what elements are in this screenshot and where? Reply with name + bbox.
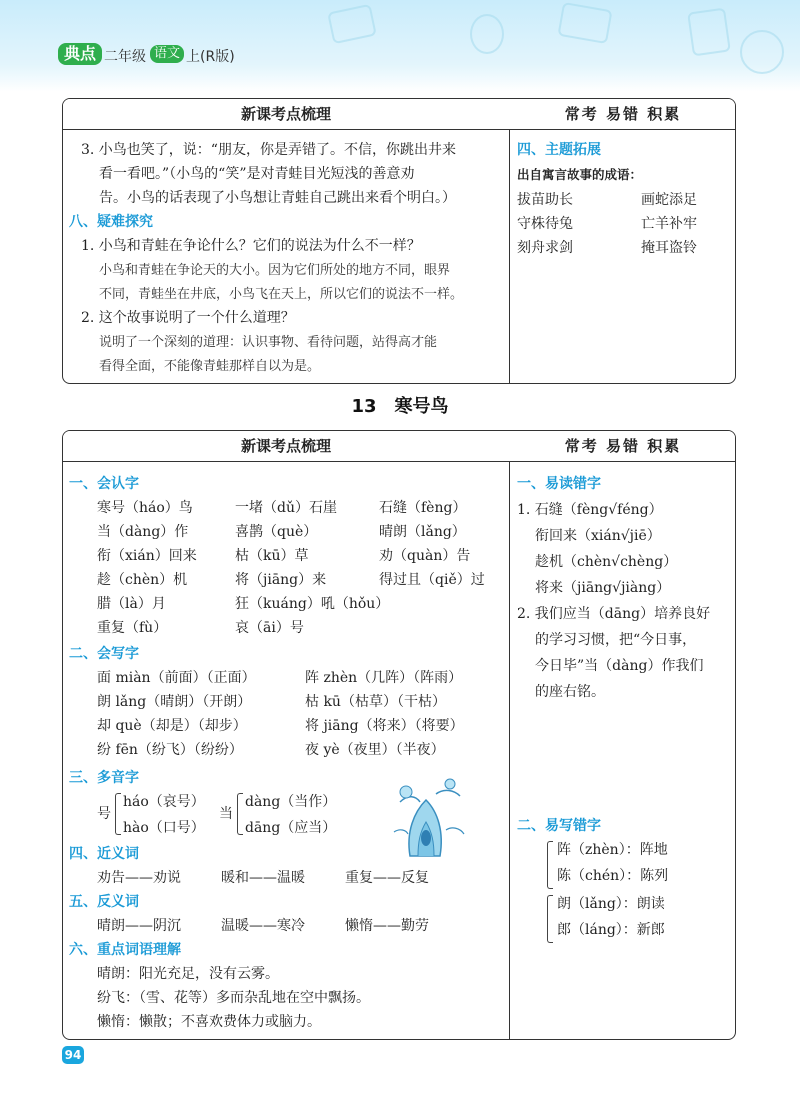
- text-line: 告。小鸟的话表现了小鸟想让青蛙自己跳出来看个明白。）: [99, 190, 456, 206]
- section-heading: 四、近义词: [69, 846, 139, 862]
- polyphone-reading: dāng（应当）: [245, 820, 337, 836]
- vocab-item: 得过且（qiě）过: [379, 572, 485, 588]
- miswrite-item: 郎（láng）：新郎: [557, 922, 665, 938]
- answer-line: 小鸟和青蛙在争论天的大小。因为它们所处的地方不同，眼界: [99, 263, 451, 278]
- vocab-item: 趁（chèn）机: [97, 572, 188, 588]
- antonym-pair: 温暖——寒冷: [221, 918, 305, 934]
- write-item: 却 què（却是）（却步）: [97, 718, 247, 734]
- vocab-item: 狂（kuáng）吼（hǒu）: [235, 596, 390, 612]
- brace: [547, 895, 553, 943]
- write-item: 夜 yè（夜里）（半夜）: [305, 742, 445, 758]
- idiom: 刻舟求剑: [517, 240, 573, 256]
- text-line: 3. 小鸟也笑了，说：“朋友，你是弄错了。不信，你跳出井来: [81, 142, 456, 158]
- decor-ruler-icon: [557, 2, 612, 44]
- panel-head: [63, 431, 735, 462]
- subject-badge: 语文: [150, 45, 184, 63]
- vocab-item: 当（dàng）作: [97, 524, 189, 540]
- write-item: 将 jiāng（将来）（将要）: [305, 718, 464, 734]
- panel-divider: [509, 431, 510, 1039]
- polyphone-reading: hào（口号）: [123, 820, 205, 836]
- miswrite-item: 朗（lǎng）：朗读: [557, 896, 665, 912]
- bird-nest-illustration: [380, 772, 472, 858]
- exercise-line: 今日毕”当（dàng）作我们: [535, 658, 704, 674]
- write-item: 纷 fēn（纷飞）（纷纷）: [97, 742, 243, 758]
- lesson-title: 13 寒号鸟: [351, 396, 449, 417]
- word-definition: 纷飞：（雪、花等）多而杂乱地在空中飘扬。: [97, 990, 370, 1006]
- section-heading: 三、多音字: [69, 770, 139, 786]
- vocab-item: 劝（quàn）告: [379, 548, 471, 564]
- antonym-pair: 晴朗——阴沉: [97, 918, 181, 934]
- idiom: 亡羊补牢: [641, 216, 697, 232]
- vocab-item: 将（jiāng）来: [235, 572, 327, 588]
- section-heading: 二、会写字: [69, 646, 139, 662]
- vocab-item: 衔（xián）回来: [97, 548, 197, 564]
- bottom-panel: [62, 430, 736, 1040]
- decor-flask-icon: [470, 14, 504, 54]
- section-heading: 四、主题拓展: [517, 142, 601, 158]
- misread-item: 1. 石缝（fèng√féng）: [517, 502, 663, 518]
- word-definition: 晴朗：阳光充足，没有云雾。: [97, 966, 279, 982]
- miswrite-item: 陈（chén）：陈列: [557, 868, 669, 884]
- section-heading: 五、反义词: [69, 894, 139, 910]
- exercise-line: 的学习习惯，把“今日事，: [535, 632, 697, 648]
- synonym-pair: 暖和——温暖: [221, 870, 305, 886]
- answer-line: 说明了一个深刻的道理：认识事物、看待问题，站得高才能: [99, 335, 438, 350]
- decor-book-icon: [327, 4, 377, 44]
- brace: [237, 793, 243, 835]
- section-heading: 六、重点词语理解: [69, 942, 181, 958]
- word-definition: 懒惰：懒散；不喜欢费体力或脑力。: [97, 1014, 321, 1030]
- miswrite-item: 阵（zhèn）：阵地: [557, 842, 668, 858]
- brand-logo: 典点: [58, 43, 102, 65]
- misread-item: 将来（jiāng√jiàng）: [535, 580, 671, 596]
- answer-line: 不同，青蛙坐在井底，小鸟飞在天上，所以它们的说法不一样。: [99, 287, 464, 302]
- write-item: 面 miàn（前面）（正面）: [97, 670, 256, 686]
- polyphone-reading: háo（哀号）: [123, 794, 205, 810]
- vocab-item: 晴朗（lǎng）: [379, 524, 466, 540]
- answer-line: 看得全面，不能像青蛙那样自以为是。: [99, 359, 321, 374]
- top-panel: [62, 98, 736, 384]
- misread-item: 衔回来（xián√jiē）: [535, 528, 661, 544]
- misread-item: 趁机（chèn√chèng）: [535, 554, 678, 570]
- head-left-title: 新课考点梳理: [240, 105, 331, 123]
- write-item: 朗 lǎng（晴朗）（开朗）: [97, 694, 252, 710]
- polyphone-reading: dàng（当作）: [245, 794, 337, 810]
- head-left-title: 新课考点梳理: [240, 437, 331, 455]
- text-line: 看一看吧。”（小鸟的“笑”是对青蛙目光短浅的善意劝: [99, 166, 415, 182]
- section-heading: 一、易读错字: [517, 476, 601, 492]
- idiom: 拔苗助长: [517, 192, 573, 208]
- polyphone-char: 号: [97, 806, 111, 822]
- section-heading: 二、易写错字: [517, 818, 601, 834]
- vocab-item: 喜鹊（què）: [235, 524, 318, 540]
- idiom: 画蛇添足: [641, 192, 697, 208]
- vocab-item: 一堵（dǔ）石崖: [235, 500, 337, 516]
- antonym-pair: 懒惰——勤劳: [345, 918, 429, 934]
- vocab-item: 枯（kū）草: [235, 548, 309, 564]
- decor-calculator-icon: [687, 8, 731, 57]
- exercise-line: 的座右铭。: [535, 684, 605, 700]
- polyphone-char: 当: [219, 806, 233, 822]
- panel-divider: [509, 99, 510, 383]
- vocab-item: 哀（āi）号: [235, 620, 304, 636]
- synonym-pair: 劝告——劝说: [97, 870, 181, 886]
- question: 2. 这个故事说明了一个什么道理？: [81, 310, 295, 326]
- head-right-title: 常考 易错 积累: [564, 437, 682, 455]
- idiom: 守株待兔: [517, 216, 573, 232]
- idiom: 掩耳盗铃: [641, 240, 697, 256]
- write-item: 枯 kū（枯草）（干枯）: [305, 694, 446, 710]
- write-item: 阵 zhèn（几阵）（阵雨）: [305, 670, 463, 686]
- brace: [115, 793, 121, 835]
- section-heading: 八、疑难探究: [69, 214, 153, 230]
- page-number: 94: [62, 1046, 84, 1064]
- section-heading: 一、会认字: [69, 476, 139, 492]
- head-right-title: 常考 易错 积累: [564, 105, 682, 123]
- question: 1. 小鸟和青蛙在争论什么？它们的说法为什么不一样？: [81, 238, 421, 254]
- volume-label: 上(R版): [186, 49, 235, 65]
- exercise-line: 2. 我们应当（dāng）培养良好: [517, 606, 711, 622]
- synonym-pair: 重复——反复: [345, 870, 429, 886]
- panel-head: [63, 99, 735, 130]
- decor-globe-icon: [740, 30, 784, 74]
- brace: [547, 841, 553, 889]
- grade-label: 二年级: [104, 49, 146, 65]
- vocab-item: 重复（fù）: [97, 620, 168, 636]
- vocab-item: 腊（là）月: [97, 596, 166, 612]
- vocab-item: 寒号（háo）鸟: [97, 500, 193, 516]
- vocab-item: 石缝（fèng）: [379, 500, 467, 516]
- sub-heading: 出自寓言故事的成语：: [517, 167, 643, 182]
